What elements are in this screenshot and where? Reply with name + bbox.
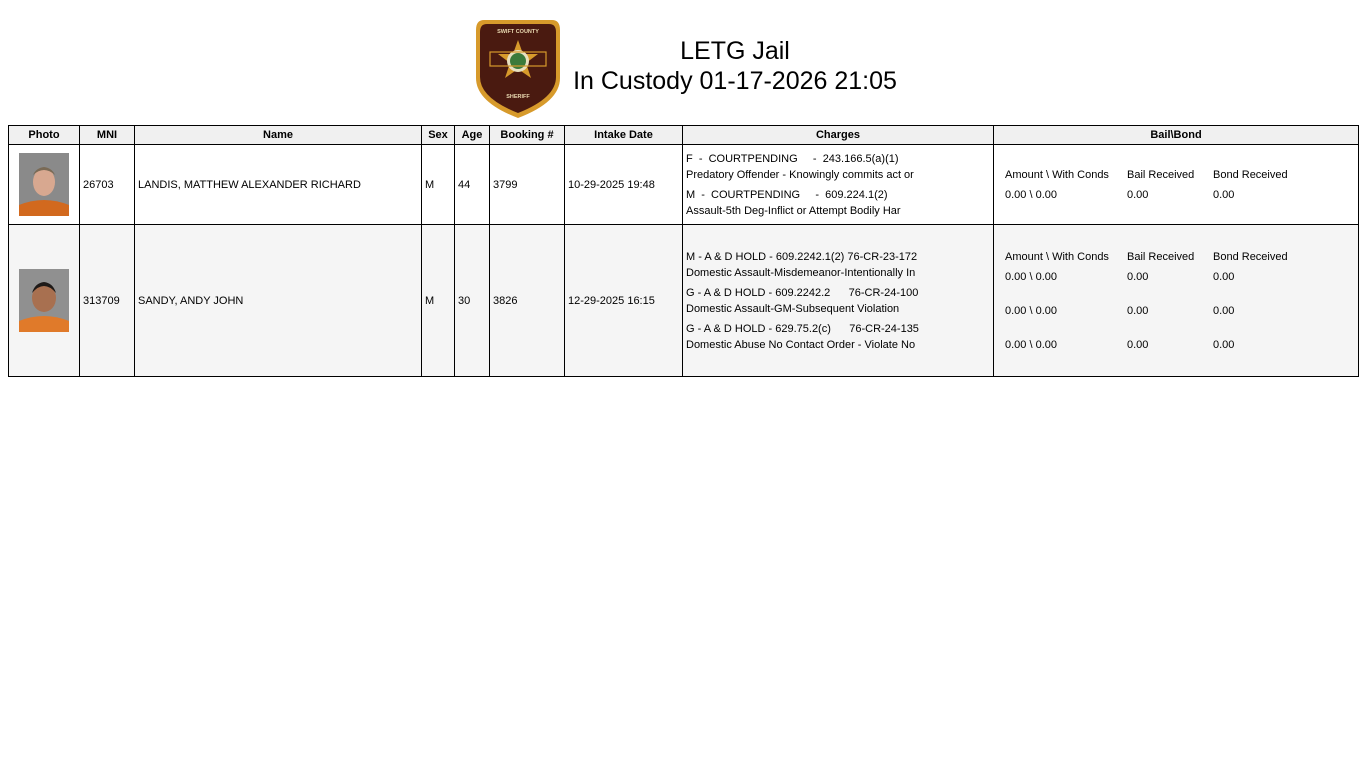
charge-code: M - A & D HOLD - 609.2242.1(2) 76-CR-23-172 [686,250,918,263]
bail-received: 0.00 [1127,304,1149,317]
mugshot-photo[interactable] [19,269,69,332]
bond-received-header: Bond Received [1213,250,1288,263]
charge-code: G - A & D HOLD - 609.2242.2 76-CR-24-100 [686,286,919,299]
charge-description: Domestic Assault-GM-Subsequent Violation [686,302,900,315]
charge-code: F - COURTPENDING - 243.166.5(a)(1) [686,152,899,165]
table-header-row [9,126,1359,145]
bail-bond-cell [994,225,1359,377]
bond-received: 0.00 [1213,188,1235,201]
sex-cell: M [422,225,455,377]
name-cell: LANDIS, MATTHEW ALEXANDER RICHARD [135,145,422,225]
bail-row [997,305,1306,339]
age-cell: 30 [455,225,490,377]
title-block [560,36,910,96]
col-header-intake-date: Intake Date [565,126,683,145]
charges-cell [683,145,994,225]
charge-code: G - A & D HOLD - 629.75.2(c) 76-CR-24-135 [686,322,919,335]
bail-amount: 0.00 \ 0.00 [1005,304,1057,317]
bail-amount: 0.00 \ 0.00 [1005,338,1057,351]
charge-description: Domestic Assault-Misdemeanor-Intentionally In [686,266,916,279]
bail-table [997,169,1306,201]
bond-received-header: Bond Received [1213,168,1288,181]
charge-item [686,187,990,219]
bail-row [997,189,1306,201]
bail-received: 0.00 [1127,338,1149,351]
booking-cell: 3799 [490,145,565,225]
bail-received-header: Bail Received [1127,250,1195,263]
charge-description: Assault-5th Deg-Inflict or Attempt Bodily Har [686,204,901,217]
custody-roster-table [8,125,1359,377]
photo-cell [9,145,80,225]
bail-received: 0.00 [1127,188,1149,201]
col-header-booking: Booking # [490,126,565,145]
col-header-mni: MNI [80,126,135,145]
bond-received: 0.00 [1213,338,1235,351]
charge-item [686,321,990,353]
col-header-sex: Sex [422,126,455,145]
booking-cell: 3826 [490,225,565,377]
page-title: LETG Jail [680,37,790,65]
charge-item [686,151,990,183]
bond-received: 0.00 [1213,304,1235,317]
badge-bottom-text: SHERIFF [506,94,530,100]
mni-cell: 313709 [80,225,135,377]
col-header-name: Name [135,126,422,145]
charge-code: M - COURTPENDING - 609.224.1(2) [686,188,888,201]
bail-header-row [997,251,1306,271]
col-header-bail-bond: Bail\Bond [994,126,1359,145]
bail-received: 0.00 [1127,270,1149,283]
mugshot-photo[interactable] [19,153,69,216]
age-cell: 44 [455,145,490,225]
badge-top-text: SWIFT COUNTY [497,29,539,35]
bail-bond-cell [994,145,1359,225]
table-row [9,225,1359,377]
bond-received: 0.00 [1213,270,1235,283]
bail-amount: 0.00 \ 0.00 [1005,270,1057,283]
bail-row [997,339,1306,351]
intake-date-cell: 10-29-2025 19:48 [565,145,683,225]
charge-description: Predatory Offender - Knowingly commits act or [686,168,914,181]
table-row [9,145,1359,225]
intake-date-cell: 12-29-2025 16:15 [565,225,683,377]
photo-cell [9,225,80,377]
bail-amount-header: Amount \ With Conds [1005,168,1109,181]
charge-item [686,285,990,317]
charge-description: Domestic Abuse No Contact Order - Violate No [686,338,916,351]
sex-cell: M [422,145,455,225]
col-header-photo: Photo [9,126,80,145]
report-header [0,0,1366,122]
bail-amount-header: Amount \ With Conds [1005,250,1109,263]
bail-header-row [997,169,1306,189]
bail-received-header: Bail Received [1127,168,1195,181]
name-cell: SANDY, ANDY JOHN [135,225,422,377]
charges-cell [683,225,994,377]
bail-table [997,251,1306,351]
mni-cell: 26703 [80,145,135,225]
col-header-age: Age [455,126,490,145]
sheriff-badge-logo [474,16,562,120]
bail-amount: 0.00 \ 0.00 [1005,188,1057,201]
custody-subtitle: In Custody 01-17-2026 21:05 [573,67,897,95]
charge-item [686,249,990,281]
bail-row [997,271,1306,305]
col-header-charges: Charges [683,126,994,145]
